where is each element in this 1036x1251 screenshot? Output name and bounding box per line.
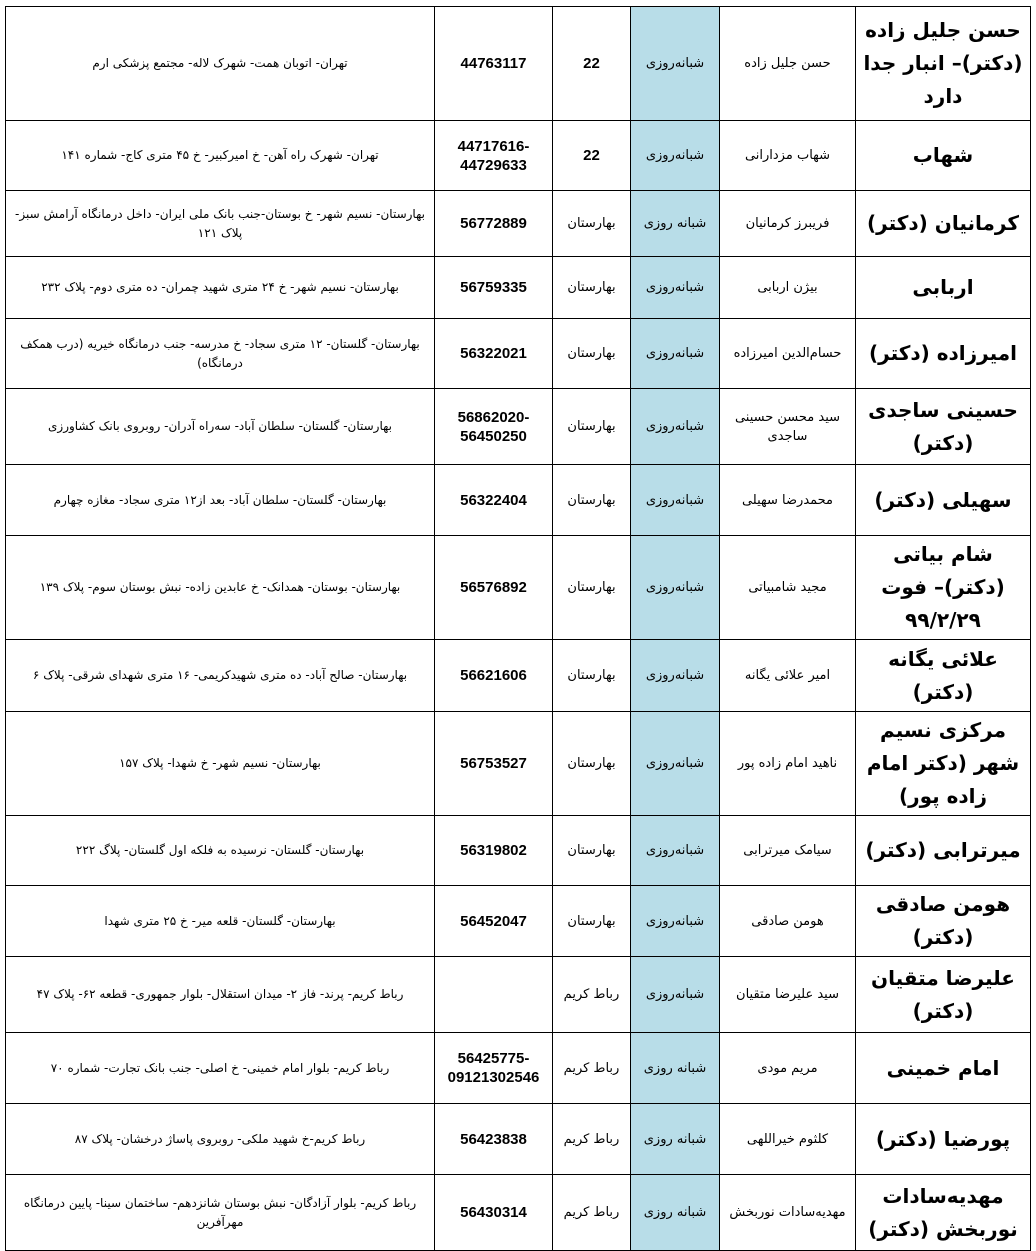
address: بهارستان- گلستان- نرسیده به فلکه اول گلستان- پلاگ ۲۲۲ — [6, 816, 435, 886]
area: بهارستان — [553, 536, 631, 640]
address: بهارستان- بوستان- همدانک- خ عابدین زاده- نبش بوستان سوم- پلاک ۱۳۹ — [6, 536, 435, 640]
manager-name: شهاب مزدارانی — [720, 121, 856, 191]
phone-number: 56423838 — [435, 1104, 553, 1175]
address: بهارستان- نسیم شهر- خ ۲۴ متری شهید چمران- ده متری دوم- پلاک ۲۳۲ — [6, 257, 435, 319]
table-row — [6, 886, 1031, 957]
manager-name: بیژن اربابی — [720, 257, 856, 319]
phone-number: 56322021 — [435, 319, 553, 389]
working-hours: شبانه‌روزی — [631, 816, 720, 886]
area: بهارستان — [553, 816, 631, 886]
address: بهارستان- نسیم شهر- خ بوستان-جنب بانک ملی ایران- داخل درمانگاه آرامش سبز- پلاک ۱۲۱ — [6, 191, 435, 257]
phone-number: 56576892 — [435, 536, 553, 640]
working-hours: شبانه روزی — [631, 191, 720, 257]
working-hours: شبانه‌روزی — [631, 712, 720, 816]
phone-number: 56862020-56450250 — [435, 389, 553, 465]
address: بهارستان- گلستان- سلطان آباد- بعد از۱۲ متری سجاد- مغازه چهارم — [6, 465, 435, 536]
area: رباط کریم — [553, 957, 631, 1033]
address: بهارستان- گلستان- ۱۲ متری سجاد- خ مدرسه- جنب درمانگاه خیریه (درب همکف درمانگاه) — [6, 319, 435, 389]
table-row — [6, 191, 1031, 257]
phone-number: 56425775-09121302546 — [435, 1033, 553, 1104]
phone-number: 56452047 — [435, 886, 553, 957]
pharmacy-name: حسینی ساجدی (دکتر) — [856, 389, 1031, 465]
manager-name: حسام‌الدین امیرزاده — [720, 319, 856, 389]
pharmacy-name: امام خمینی — [856, 1033, 1031, 1104]
pharmacy-name: سهیلی (دکتر) — [856, 465, 1031, 536]
area: رباط کریم — [553, 1175, 631, 1251]
table-row — [6, 319, 1031, 389]
phone-number: 44763117 — [435, 7, 553, 121]
pharmacy-name: شهاب — [856, 121, 1031, 191]
manager-name: فریبرز کرمانیان — [720, 191, 856, 257]
table-row — [6, 121, 1031, 191]
manager-name: سیامک میرترابی — [720, 816, 856, 886]
manager-name: ناهید امام زاده پور — [720, 712, 856, 816]
address: تهران- شهرک راه آهن- خ امیرکبیر- خ ۴۵ متری کاج- شماره ۱۴۱ — [6, 121, 435, 191]
manager-name: هومن صادقی — [720, 886, 856, 957]
area: بهارستان — [553, 191, 631, 257]
table-row — [6, 957, 1031, 1033]
address: رباط کریم- پرند- فاز ۲- میدان استقلال- بلوار جمهوری- قطعه ۶۲- پلاک ۴۷ — [6, 957, 435, 1033]
manager-name: سید محسن حسینی ساجدی — [720, 389, 856, 465]
pharmacy-name: اربابی — [856, 257, 1031, 319]
working-hours: شبانه‌روزی — [631, 640, 720, 712]
table-row — [6, 257, 1031, 319]
table-row — [6, 389, 1031, 465]
table-row — [6, 1033, 1031, 1104]
working-hours: شبانه‌روزی — [631, 465, 720, 536]
phone-number: 56759335 — [435, 257, 553, 319]
area: بهارستان — [553, 319, 631, 389]
manager-name: کلثوم خیراللهی — [720, 1104, 856, 1175]
address: رباط کریم- بلوار امام خمینی- خ اصلی- جنب بانک تجارت- شماره ۷۰ — [6, 1033, 435, 1104]
working-hours: شبانه‌روزی — [631, 886, 720, 957]
pharmacy-name: علائی یگانه (دکتر) — [856, 640, 1031, 712]
area: 22 — [553, 121, 631, 191]
address: بهارستان- نسیم شهر- خ شهدا- پلاک ۱۵۷ — [6, 712, 435, 816]
pharmacy-name: حسن جلیل زاده (دکتر)– انبار جدا دارد — [856, 7, 1031, 121]
working-hours: شبانه‌روزی — [631, 121, 720, 191]
phone-number: 56621606 — [435, 640, 553, 712]
area: بهارستان — [553, 257, 631, 319]
pharmacy-name: پورضیا (دکتر) — [856, 1104, 1031, 1175]
area: 22 — [553, 7, 631, 121]
phone-number: 56753527 — [435, 712, 553, 816]
phone-number: 44717616-44729633 — [435, 121, 553, 191]
table-row — [6, 7, 1031, 121]
working-hours: شبانه روزی — [631, 1104, 720, 1175]
working-hours: شبانه‌روزی — [631, 319, 720, 389]
address: بهارستان- گلستان- قلعه میر- خ ۲۵ متری شهدا — [6, 886, 435, 957]
working-hours: شبانه روزی — [631, 1033, 720, 1104]
manager-name: سید علیرضا متقیان — [720, 957, 856, 1033]
manager-name: مهدیه‌سادات نوربخش — [720, 1175, 856, 1251]
address: بهارستان- گلستان- سلطان آباد- سه‌راه آدران- روبروی بانک کشاورزی — [6, 389, 435, 465]
manager-name: امیر علائی یگانه — [720, 640, 856, 712]
phone-number: 56772889 — [435, 191, 553, 257]
working-hours: شبانه‌روزی — [631, 957, 720, 1033]
address: تهران- اتوبان همت- شهرک لاله- مجتمع پزشکی ارم — [6, 7, 435, 121]
phone-number: 56430314 — [435, 1175, 553, 1251]
manager-name: حسن جلیل زاده — [720, 7, 856, 121]
pharmacy-name: میرترابی (دکتر) — [856, 816, 1031, 886]
working-hours: شبانه‌روزی — [631, 389, 720, 465]
pharmacy-table — [5, 6, 1031, 1251]
address: بهارستان- صالح آباد- ده متری شهیدکریمی- ۱۶ متری شهدای شرقی- پلاک ۶ — [6, 640, 435, 712]
working-hours: شبانه‌روزی — [631, 7, 720, 121]
area: بهارستان — [553, 389, 631, 465]
manager-name: محمدرضا سهیلی — [720, 465, 856, 536]
area: بهارستان — [553, 640, 631, 712]
table-row — [6, 465, 1031, 536]
phone-number: 56319802 — [435, 816, 553, 886]
table-row — [6, 536, 1031, 640]
pharmacy-name: مرکزی نسیم شهر (دکتر امام زاده پور) — [856, 712, 1031, 816]
table-row — [6, 1104, 1031, 1175]
address: رباط کریم-خ شهید ملکی- روبروی پاساژ درخشان- پلاک ۸۷ — [6, 1104, 435, 1175]
working-hours: شبانه‌روزی — [631, 536, 720, 640]
address: رباط کریم- بلوار آزادگان- نبش بوستان شانزدهم- ساختمان سینا- پایین درمانگاه مهرآفرین — [6, 1175, 435, 1251]
area: بهارستان — [553, 886, 631, 957]
table-row — [6, 640, 1031, 712]
area: بهارستان — [553, 712, 631, 816]
pharmacy-name: کرمانیان (دکتر) — [856, 191, 1031, 257]
phone-number — [435, 957, 553, 1033]
table-row — [6, 816, 1031, 886]
pharmacy-name: مهدیه‌سادات نوربخش (دکتر) — [856, 1175, 1031, 1251]
phone-number: 56322404 — [435, 465, 553, 536]
area: بهارستان — [553, 465, 631, 536]
pharmacy-name: علیرضا متقیان (دکتر) — [856, 957, 1031, 1033]
area: رباط کریم — [553, 1104, 631, 1175]
working-hours: شبانه‌روزی — [631, 257, 720, 319]
pharmacy-name: هومن صادقی (دکتر) — [856, 886, 1031, 957]
pharmacy-name: امیرزاده (دکتر) — [856, 319, 1031, 389]
area: رباط کریم — [553, 1033, 631, 1104]
pharmacy-name: شام بیاتی (دکتر)– فوت ۹۹/۲/۲۹ — [856, 536, 1031, 640]
working-hours: شبانه روزی — [631, 1175, 720, 1251]
table-row — [6, 1175, 1031, 1251]
table-row — [6, 712, 1031, 816]
manager-name: مریم مودی — [720, 1033, 856, 1104]
manager-name: مجید شامبیاتی — [720, 536, 856, 640]
